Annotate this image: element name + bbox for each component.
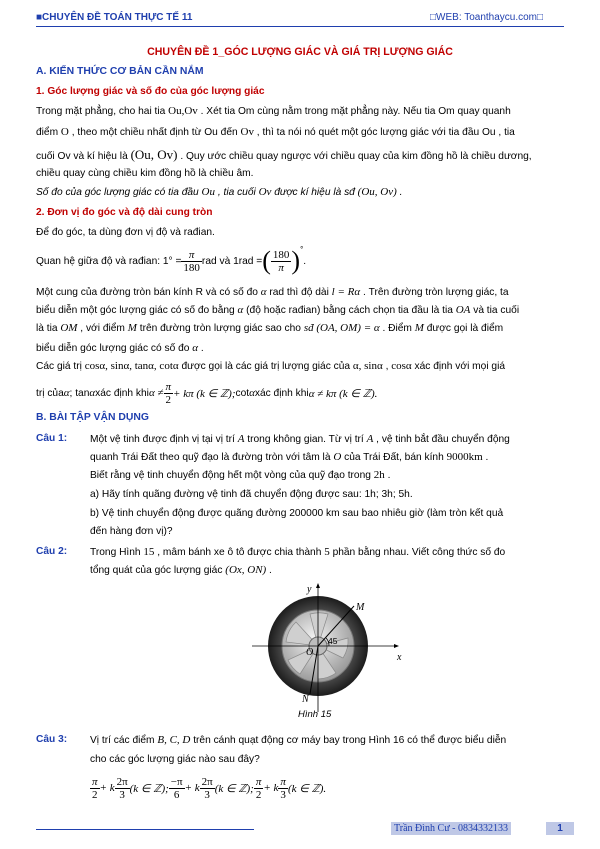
- question-1-line-3: Biết rằng vệ tinh chuyển động hết một vòng của quỹ đạo trong 2h .: [90, 469, 391, 481]
- paragraph-2-line-3: Một cung của đường tròn bán kính R và có số đo α rad thì độ dài l = Rα . Trên đường tròn lượng giác, ta: [36, 286, 509, 298]
- degree-radian-relation: Quan hệ giữa độ và rađian: 1° = $\frac{\pi}{180}$ rad và 1rad = ( $\frac{180}{\pi}$ ) ° .: [36, 244, 307, 275]
- paragraph-1-line-1: Trong mặt phẳng, cho hai tia Ou,Ov . Xét tia Om cùng nằm trong mặt phẳng này. Nếu tia Om quay quanh: [36, 105, 511, 117]
- page-number: 1: [546, 822, 574, 835]
- y-label: y: [307, 584, 312, 595]
- paragraph-1-line-2: điểm O , theo một chiều nhất định từ Ou đến Ov , thì ta nói nó quét một góc lượng giác với tia đầu Ou , tia: [36, 126, 515, 138]
- section-b-heading: B. BÀI TẬP VẬN DỤNG: [36, 412, 149, 423]
- question-2-line-2: tổng quát của góc lượng giác (Ox, ON) .: [90, 564, 272, 576]
- footer-author: Trần Đình Cư - 0834332133: [391, 822, 511, 835]
- fraction-pi-over-180: $\frac{\pi}{180}$: [183, 248, 200, 274]
- paragraph-2-line-6: biểu diễn góc lượng giác có số đo α .: [36, 342, 204, 354]
- question-1-line-1: Một vệ tinh được định vị tại vị trí A trong không gian. Từ vị trí A , vệ tinh bắt đầu chuyển động: [90, 433, 510, 445]
- point-N-label: N: [302, 694, 309, 705]
- x-label: x: [397, 652, 402, 663]
- question-3-line-1: Vị trí các điểm B, C, D trên cánh quạt động cơ máy bay trong Hình 16 có thể được biểu diễn: [90, 734, 507, 746]
- paragraph-1-line-3: cuối Ov và kí hiệu là (Ou, Ov) . Quy ước chiều quay ngược với chiều quay của kim đồng hồ là chiều dương,: [36, 147, 532, 162]
- question-3-options: $\frac{\pi}{2}$ + k $\frac{2\pi}{3}$ (k ∈ ℤ); $\frac{-\pi}{6}$ + k $\frac{2\pi}{3}$ (k ∈ ℤ); $\frac{\pi}{2}$ + k $\frac{\pi}{3}$ (k ∈ ℤ).: [92, 775, 327, 801]
- y-axis-arrow: [316, 583, 320, 588]
- page-title: CHUYÊN ĐỀ 1_GÓC LƯỢNG GIÁC VÀ GIÁ TRỊ LƯỢNG GIÁC: [147, 46, 453, 58]
- section-a-heading: A. KIẾN THỨC CƠ BẢN CẦN NẮM: [36, 66, 204, 77]
- question-2-label: Câu 2:: [36, 546, 68, 557]
- question-3-label: Câu 3:: [36, 734, 68, 745]
- question-2-line-1: Trong Hình 15 , mâm bánh xe ô tô được chia thành 5 phần bằng nhau. Viết công thức số đo: [90, 546, 506, 558]
- fraction-pi-over-2: $\frac{\pi}{2}$: [165, 380, 172, 406]
- paragraph-2-line-8: trị của α ; tan α xác định khi α ≠ $\frac{\pi}{2}$ + kπ (k ∈ ℤ); cot α xác định khi α ≠ kπ (k ∈ ℤ).: [36, 380, 378, 406]
- point-M-label: M: [356, 602, 365, 613]
- fraction-180-over-pi: $\frac{180}{\pi}$: [272, 248, 290, 274]
- question-3-line-2: cho các góc lượng giác nào sau đây?: [90, 754, 260, 765]
- paragraph-1-line-5: Số đo của góc lượng giác có tia đầu Ou , tia cuối Ov được kí hiệu là sđ (Ou, Ov) .: [36, 186, 403, 198]
- figure-15-wheel: [244, 582, 404, 716]
- paragraph-2-line-1: Để đo góc, ta dùng đơn vị độ và rađian.: [36, 227, 215, 238]
- x-axis-arrow: [394, 644, 399, 648]
- paragraph-1-line-4: chiều quay cùng chiều kim đồng hồ là chiều âm.: [36, 168, 254, 179]
- header-divider: [36, 26, 564, 27]
- figure-15-caption: Hình 15: [298, 709, 332, 720]
- header-right[interactable]: □WEB: Toanthaycu.com□: [430, 12, 544, 23]
- footer-divider-left: [36, 829, 254, 830]
- question-1-label: Câu 1:: [36, 433, 68, 444]
- question-1-part-b-line-1: b) Vệ tinh chuyển động được quãng đường 200000 km sau bao nhiêu giờ (làm tròn kết quả: [90, 508, 504, 519]
- angle-label: 45: [328, 636, 338, 646]
- paragraph-2-line-4: biểu diễn một góc lượng giác có số đo bằng α (độ hoặc rađian) bằng cách chọn tia đầu là tia OA và tia cuối: [36, 304, 520, 316]
- origin-label: O: [306, 647, 314, 658]
- paragraph-2-line-5: là tia OM , với điểm M trên đường tròn lượng giác sao cho sđ (OA, OM) = α . Điểm M được gọi là điểm: [36, 322, 504, 334]
- header-left: ■CHUYÊN ĐỀ TOÁN THỰC TẾ 11: [36, 12, 193, 23]
- paragraph-2-line-7: Các giá trị cosα, sinα, tanα, cotα được gọi là các giá trị lượng giác của α, sinα , cosα xác định với mọi giá: [36, 360, 506, 372]
- question-1-part-b-line-2: đến hàng đơn vị)?: [90, 526, 173, 537]
- subsection-1-heading: 1. Góc lượng giác và số đo của góc lượng giác: [36, 86, 265, 97]
- question-1-part-a: a) Hãy tính quãng đường vệ tinh đã chuyển động được sau: 1h; 3h; 5h.: [90, 489, 413, 500]
- question-1-line-2: quanh Trái Đất theo quỹ đạo là đường tròn với tâm là O của Trái Đất, bán kính 9000km .: [90, 451, 489, 463]
- subsection-2-heading: 2. Đơn vị đo góc và độ dài cung tròn: [36, 207, 213, 218]
